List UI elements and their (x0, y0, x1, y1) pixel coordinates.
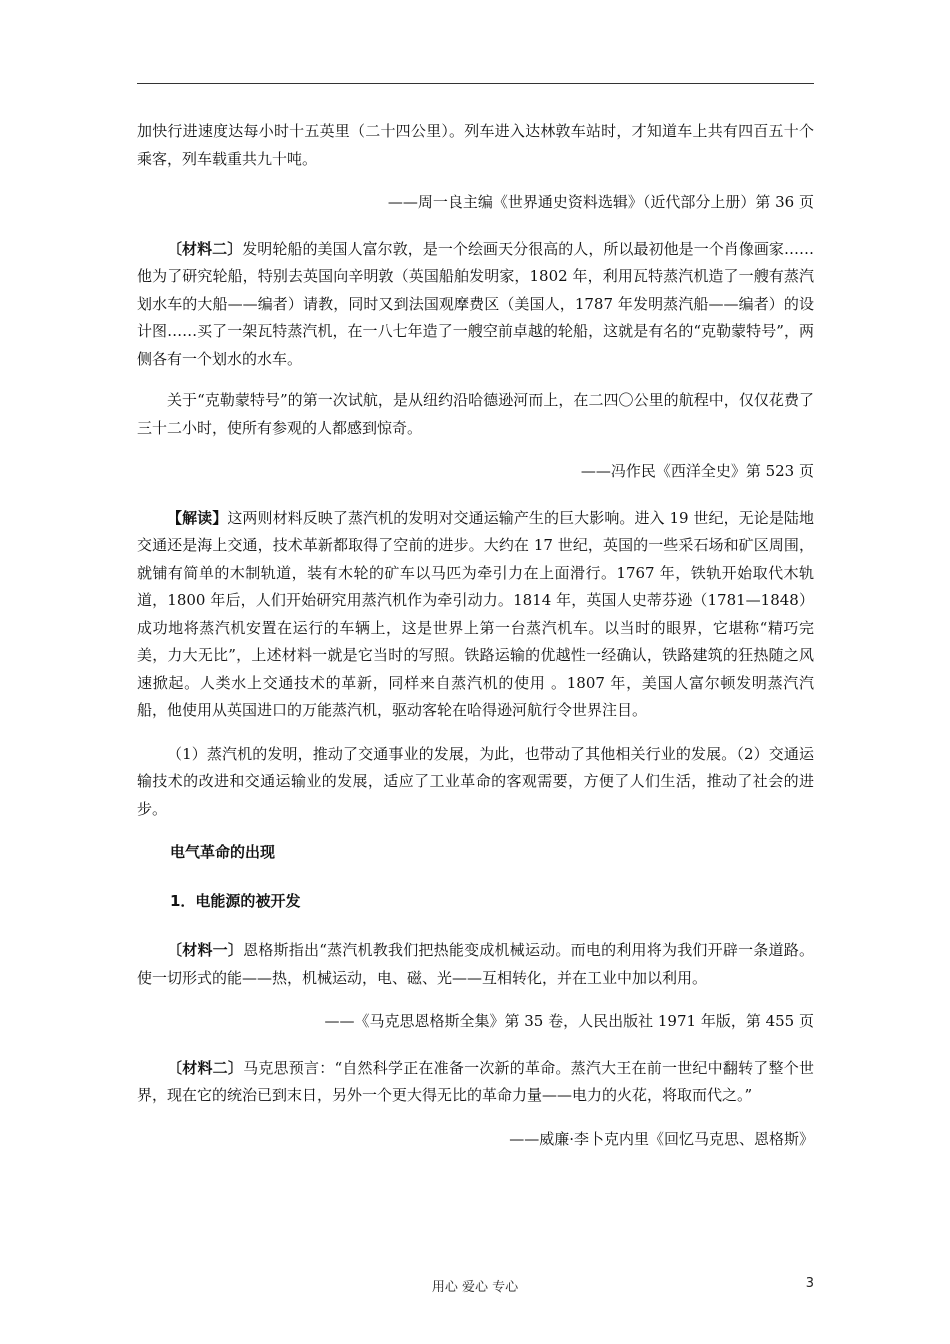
interpretation-text: 这两则材料反映了蒸汽机的发明对交通运输产生的巨大影响。进入 19 世纪，无论是陆地交通还是海上交通，技术革新都取得了空前的进步。大约在 17 世纪，英国的一些采石场和矿区周围，就铺有简单的木制轨道，装有木轮的矿车以马匹为牵引力在上面滑行。1767 年，铁轨开始取代木轨道，1800 年后，人们开始研究用蒸汽机作为牵引动力。1814 年，英国人史蒂芬逊（1781—1848）成功地将蒸汽机安置在运行的车辆上，这是世界上第一台蒸汽机车。以当时的眼界，它堪称“精巧完美，力大无比”，上述材料一就是它当时的写照。铁路运输的优越性一经确认，铁路建筑的狂热随之风速掀起。人类水上交通技术的革新，同样来自蒸汽机的使用 。1807 年，美国人富尔顿发明蒸汽汽船，他使用从英国进口的万能蒸汽机，驱动客轮在哈得逊河航行令世界注目。 (137, 508, 814, 719)
citation-1: ——周一良主编《世界通史资料选辑》（近代部分上册）第 36 页 (387, 193, 814, 211)
paragraph-continuation: 加快行进速度达每小时十五英里（二十四公里）。列车进入达林敦车站时，才知道车上共有四百五十个乘客，列车载重共九十吨。 (137, 122, 814, 168)
material-2-tag: 〔材料二〕 (167, 239, 243, 258)
paragraph-electric-material-2 (137, 1055, 814, 1110)
electric-material-2-text: 马克思预言：“自然科学正在准备一次新的革命。蒸汽大王在前一世纪中翻转了整个世界，现在它的统治已到末日，另外一个更大得无比的革命力量——电力的火花，将取而代之。” (137, 1058, 814, 1104)
paragraph-conclusion: （1）蒸汽机的发明，推动了交通事业的发展，为此，也带动了其他相关行业的发展。（2）交通运输技术的改进和交通运输业的发展，适应了工业革命的客观需要，方便了人们生活，推动了社会的进步。 (137, 744, 814, 818)
page-number: 3 (805, 1276, 814, 1291)
paragraph-electric-material-1 (137, 937, 814, 992)
citation-3: ——《马克思恩格斯全集》第 35 卷，人民出版社 1971 年版，第 455 页 (324, 1012, 814, 1030)
material-2-text: 发明轮船的美国人富尔敦，是一个绘画天分很高的人，所以最初他是一个肖像画家……他为了研究轮船，特别去英国向辛明敦（英国船舶发明家，1802 年，利用瓦特蒸汽机造了一艘有蒸汽划水车的大船——编者）请教，同时又到法国观摩费区（美国人，1787 年发明蒸汽船——编者）的设计图……买了一架瓦特蒸汽机，在一八七年造了一艘空前卓越的轮船，这就是有名的“克勒蒙特号”，两侧各有一个划水的水车。 (137, 239, 814, 368)
electric-material-2-tag: 〔材料二〕 (167, 1058, 244, 1077)
electric-material-1-text: 恩格斯指出“蒸汽机教我们把热能变成机械运动。而电的利用将为我们开辟一条道路。使一切形式的能——热，机械运动，电、磁、光——互相转化，并在工业中加以利用。 (137, 941, 814, 987)
citation-4: ——威廉·李卜克内里《回忆马克思、恩格斯》 (509, 1129, 814, 1148)
citation-2: ——冯作民《西洋全史》第 523 页 (580, 462, 814, 480)
interpretation-tag: 【解读】 (167, 508, 228, 527)
paragraph-interpretation (137, 505, 814, 725)
header-rule (137, 83, 814, 84)
paragraph-material-2b: 关于“克勒蒙特号”的第一次试航，是从纽约沿哈德逊河而上，在二四〇公里的航程中，仅仅花费了三十二小时，使所有参观的人都感到惊奇。 (137, 391, 814, 437)
page-body (137, 118, 814, 1172)
paragraph-material-2 (137, 236, 814, 374)
electric-material-1-tag: 〔材料一〕 (167, 941, 244, 959)
section-heading: 电气革命的出现 (170, 843, 276, 861)
subsection-heading: 1．电能源的被开发 (170, 892, 301, 910)
footer-text: 用心 爱心 专心 (431, 1280, 519, 1295)
